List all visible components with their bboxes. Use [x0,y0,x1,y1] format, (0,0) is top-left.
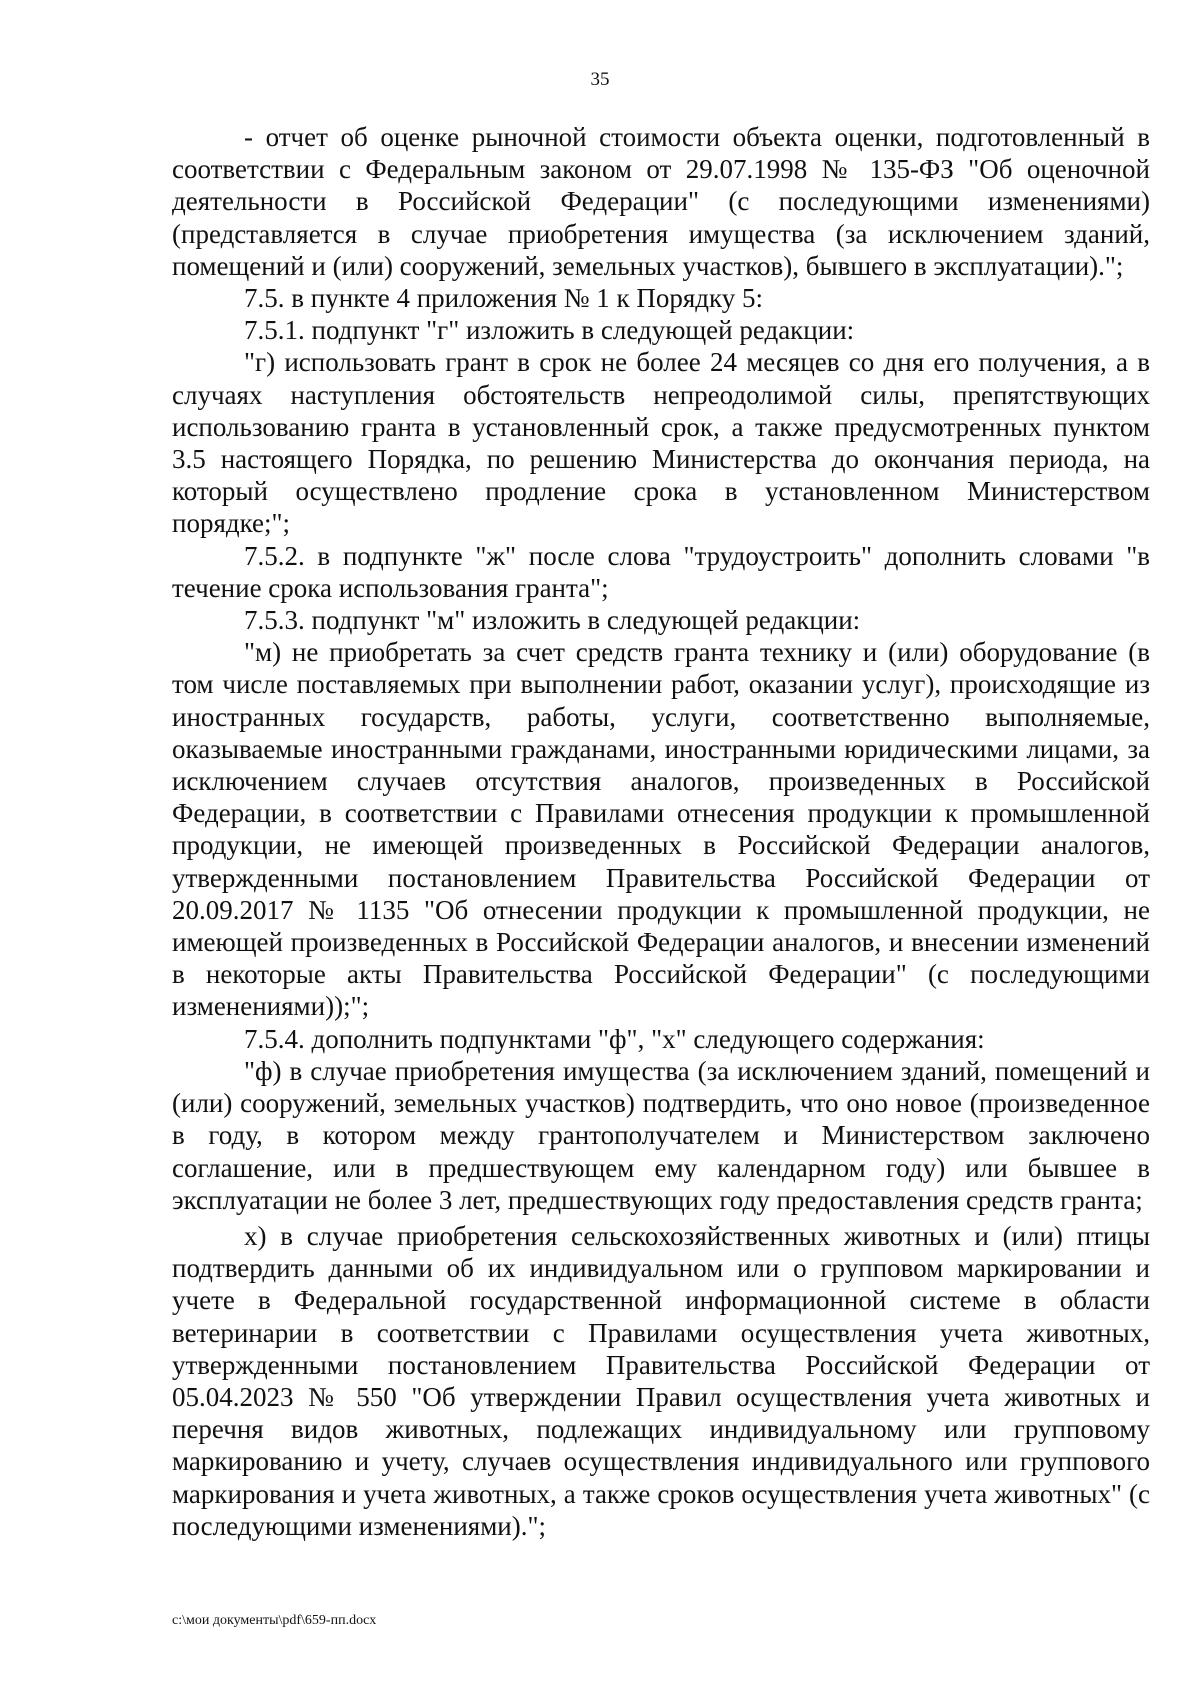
paragraph-7-5-1: 7.5.1. подпункт "г" изложить в следующей редакции: [244,315,855,346]
paragraph-subitem-g: "г) использовать грант в срок не более 24 месяцев со дня его получения, а в случаях наступления обстоятельств непреодолимой силы, препятствующих использованию гранта в установленный срок, а также предусмотренных пунктом 3.5 настоящего Порядка, по решению Министерства до окончания периода, на который осуществлено продление срока в установленном Министерством порядке;"; [172,347,1150,539]
paragraph-7-5: 7.5. в пункте 4 приложения № 1 к Порядку 5: [244,283,764,314]
page-number: 35 [590,69,610,90]
paragraph-7-5-3: 7.5.3. подпункт "м" изложить в следующей редакции: [244,605,861,636]
paragraph-7-5-4: 7.5.4. дополнить подпунктами "ф", "х" следующего содержания: [244,1023,985,1054]
paragraph-7-5-2: 7.5.2. в подпункте "ж" после слова "трудоустроить" дополнить словами "в течение срока использования гранта"; [172,540,1150,603]
footer-file-path: c:\мои документы\pdf\659-пп.docx [172,1613,377,1628]
paragraph-subitem-f: "ф) в случае приобретения имущества (за исключением зданий, помещений и (или) сооружений, земельных участков) подтвердить, что оно новое (произведенное в году, в котором между грантополучателем и Министерством заключено соглашение, или в предшествующем ему календарном году) или бывшее в эксплуатации не более 3 лет, предшествующих году предоставления средств гранта; [172,1055,1150,1215]
paragraph-subitem-m: "м) не приобретать за счет средств гранта технику и (или) оборудование (в том числе поставляемых при выполнении работ, оказании услуг), происходящие из иностранных государств, работы, услуги, соответственно выполняемые, оказываемые иностранными гражданами, иностранными юридическими лицами, за исключением случаев отсутствия аналогов, произведенных в Российской Федерации, в соответствии с Правилами отнесения продукции к промышленной продукции, не имеющей произведенных в Российской Федерации аналогов, утвержденными постановлением Правительства Российской Федерации от 20.09.2017 № 1135 "Об отнесении продукции к промышленной продукции, не имеющей произведенных в Российской Федерации аналогов, и внесении изменений в некоторые акты Правительства Российской Федерации" (с последующими изменениями));"; [172,637,1150,1022]
paragraph-subitem-h: х) в случае приобретения сельскохозяйственных животных и (или) птицы подтвердить данными об их индивидуальном или о групповом маркировании и учете в Федеральной государственной информационной системе в области ветеринарии в соответствии с Правилами осуществления учета животных, утвержденными постановлением Правительства Российской Федерации от 05.04.2023 № 550 "Об утверждении Правил осуществления учета животных и перечня видов животных, подлежащих индивидуальному или групповому маркированию и учету, случаев осуществления индивидуального или группового маркирования и учета животных, а также сроков осуществления учета животных" (с последующими изменениями)."; [172,1220,1150,1541]
document-body [172,121,1150,1542]
paragraph-appraisal-report: - отчет об оценке рыночной стоимости объекта оценки, подготовленный в соответствии с Федеральным законом от 29.07.1998 № 135-ФЗ "Об оценочной деятельности в Российской Федерации" (с последующими изменениями) (представляется в случае приобретения имущества (за исключением зданий, помещений и (или) сооружений, земельных участков), бывшего в эксплуатации)."; [172,122,1150,281]
